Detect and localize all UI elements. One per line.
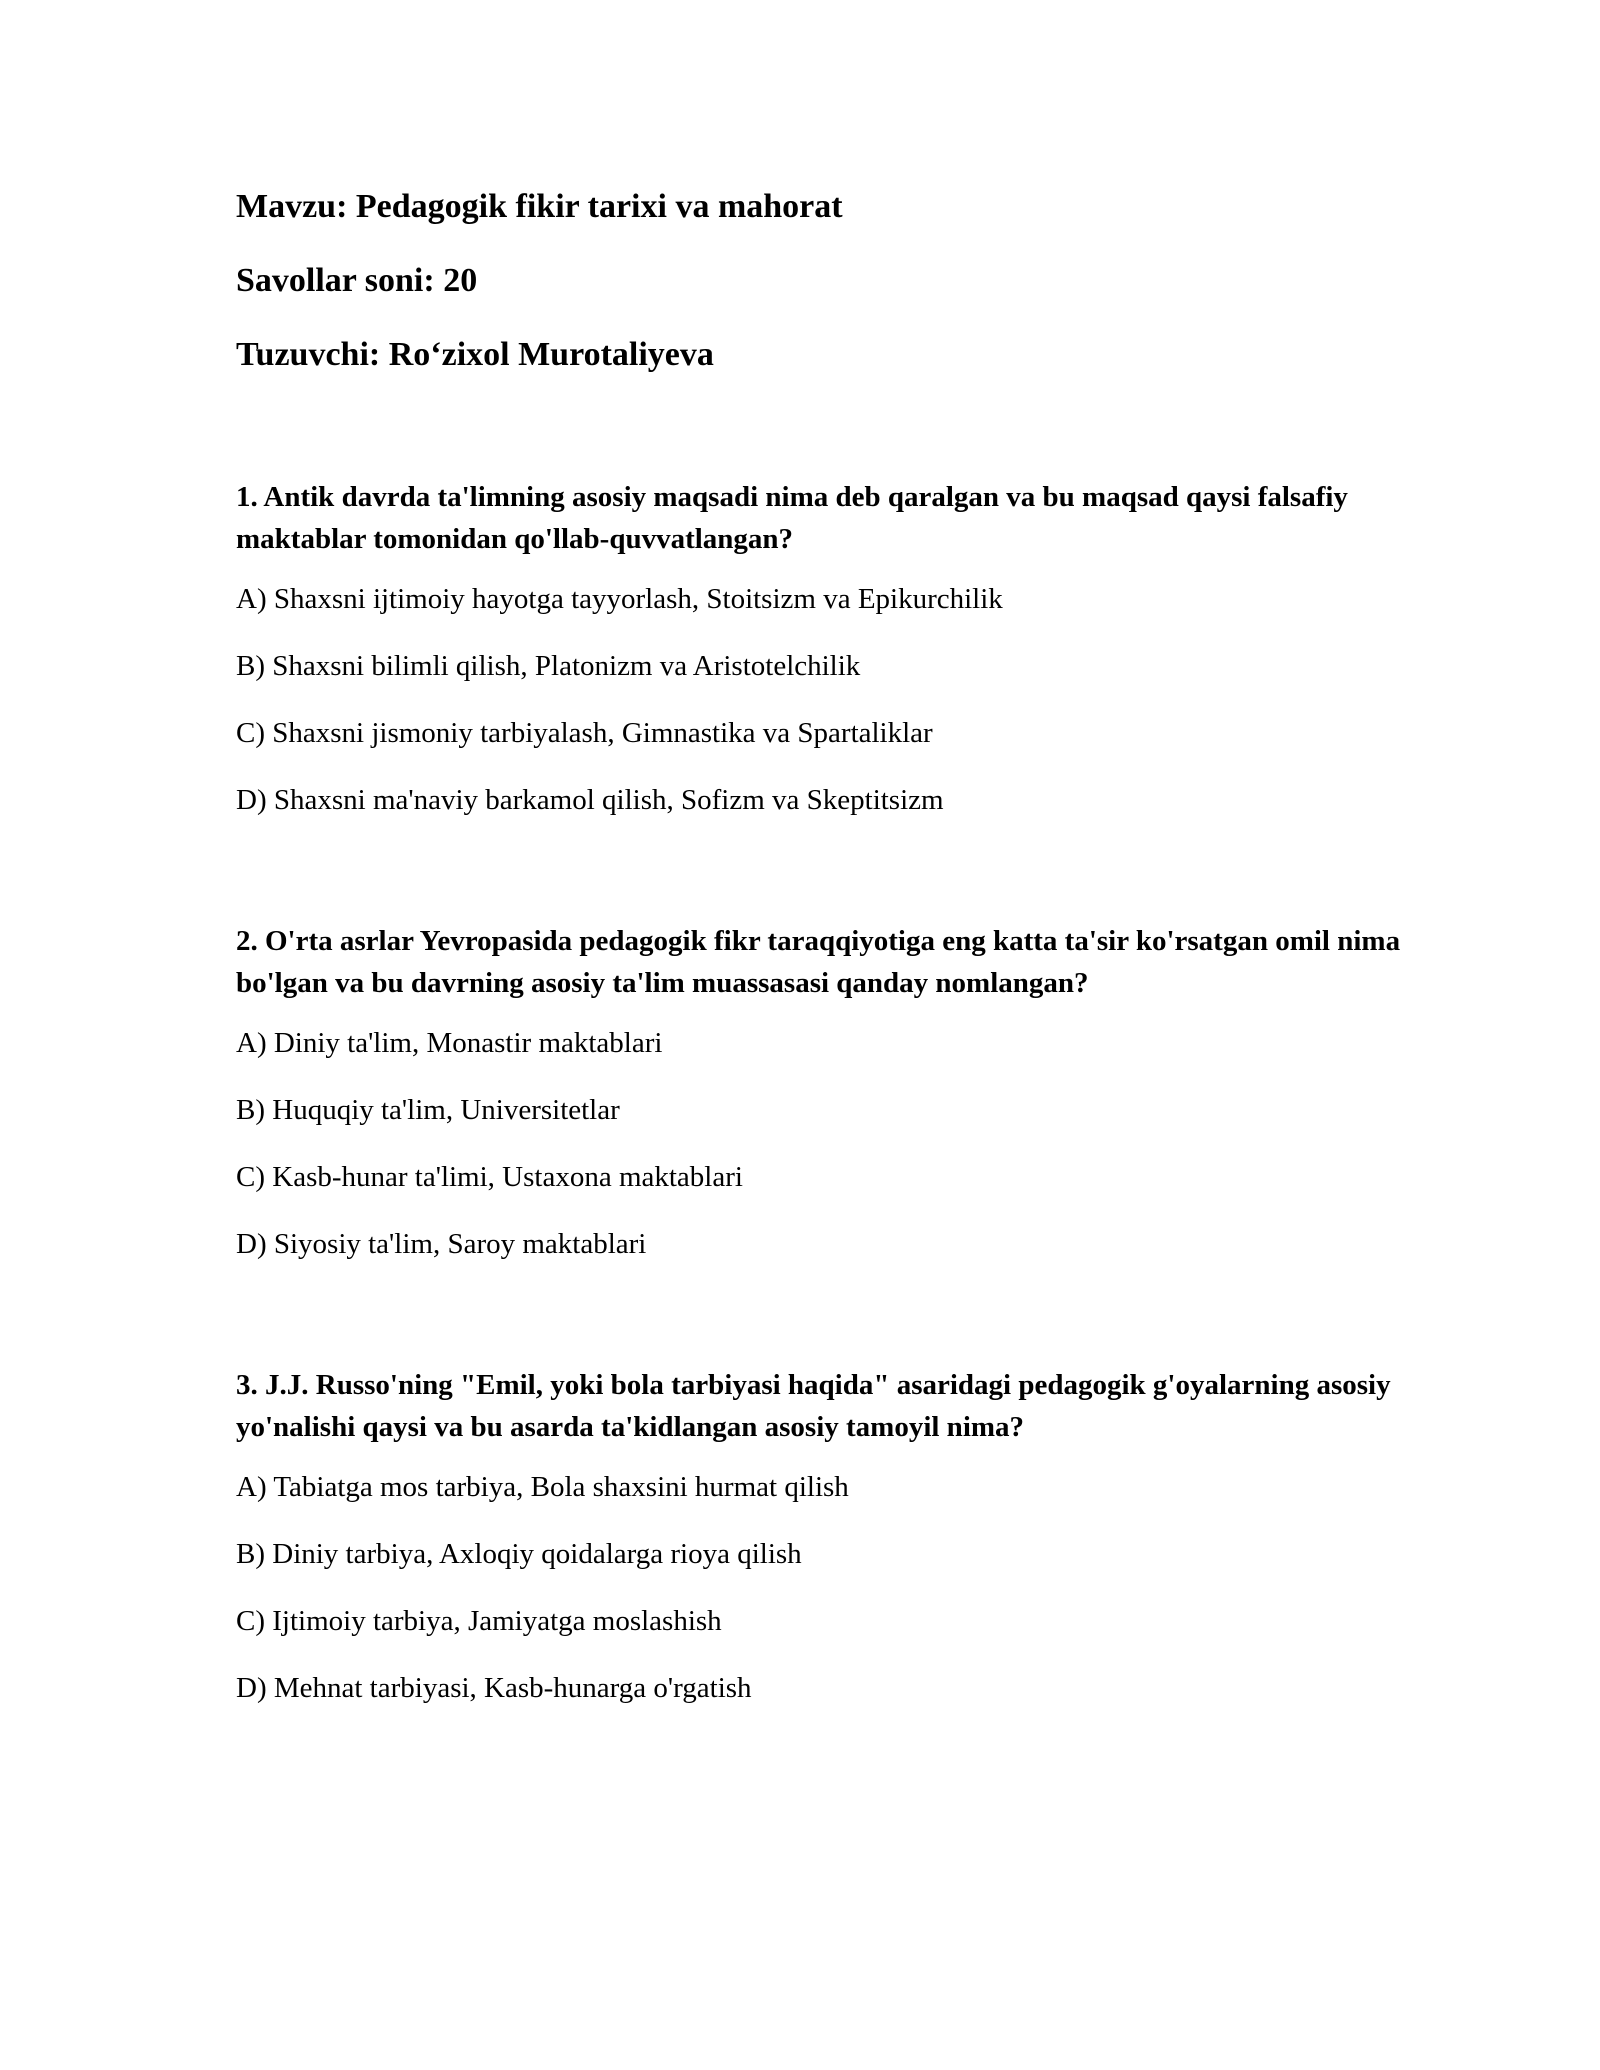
question-count: Savollar soni: 20 (236, 262, 478, 299)
question-text: 1. Antik davrda ta'limning asosiy maqsadi nima deb qaralgan va bu maqsad qaysi falsafiy maktablar tomonidan qo'llab-quvvatlangan? (236, 481, 1348, 555)
option-c: C) Kasb-hunar ta'limi, Ustaxona maktablari (236, 1161, 743, 1193)
option-a: A) Tabiatga mos tarbiya, Bola shaxsini hurmat qilish (236, 1471, 849, 1503)
author-line: Tuzuvchi: Ro‘zixol Murotaliyeva (236, 336, 714, 373)
option-d: D) Shaxsni ma'naviy barkamol qilish, Sofizm va Skeptitsizm (236, 784, 944, 816)
option-d: D) Mehnat tarbiyasi, Kasb-hunarga o'rgatish (236, 1672, 752, 1704)
option-b: B) Huquqiy ta'lim, Universitetlar (236, 1094, 620, 1126)
question-text: 2. O'rta asrlar Yevropasida pedagogik fikr taraqqiyotiga eng katta ta'sir ko'rsatgan omil nima bo'lgan va bu davrning asosiy ta'lim muassasasi qanday nomlangan? (236, 925, 1401, 999)
question-text: 3. J.J. Russo'ning "Emil, yoki bola tarbiyasi haqida" asaridagi pedagogik g'oyalarning asosiy yo'nalishi qaysi va bu asarda ta'kidlangan asosiy tamoyil nima? (236, 1369, 1391, 1443)
question-1 (236, 476, 1416, 816)
option-c: C) Ijtimoiy tarbiya, Jamiyatga moslashish (236, 1605, 722, 1637)
option-a: A) Shaxsni ijtimoiy hayotga tayyorlash, Stoitsizm va Epikurchilik (236, 583, 1003, 615)
option-b: B) Shaxsni bilimli qilish, Platonizm va Aristotelchilik (236, 650, 861, 682)
option-c: C) Shaxsni jismoniy tarbiyalash, Gimnastika va Spartaliklar (236, 717, 933, 749)
question-2 (236, 920, 1416, 1260)
topic-heading: Mavzu: Pedagogik fikir tarixi va mahorat (236, 188, 843, 225)
option-b: B) Diniy tarbiya, Axloqiy qoidalarga rioya qilish (236, 1538, 802, 1570)
question-3 (236, 1364, 1416, 1704)
option-d: D) Siyosiy ta'lim, Saroy maktablari (236, 1228, 647, 1260)
option-a: A) Diniy ta'lim, Monastir maktablari (236, 1027, 663, 1059)
